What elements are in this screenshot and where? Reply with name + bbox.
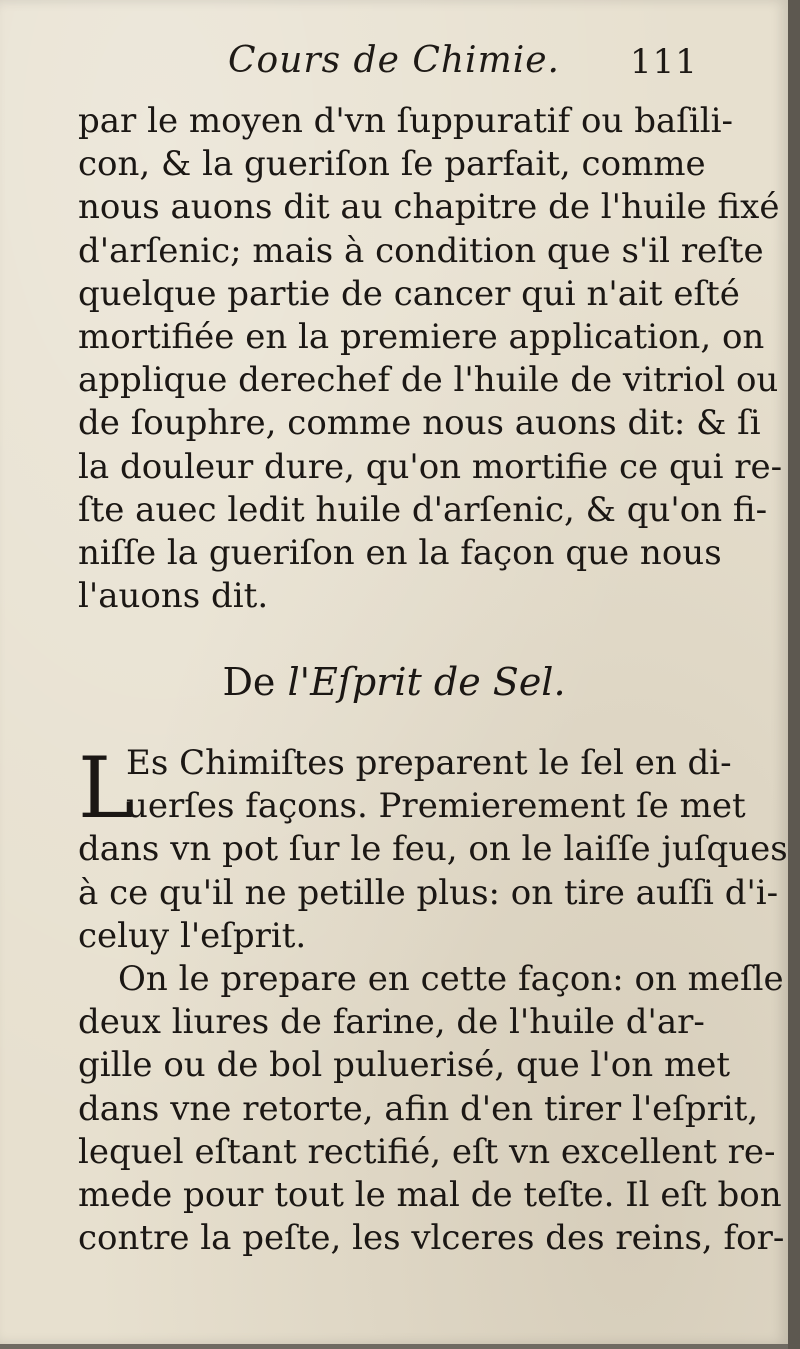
text-line: uerſes façons. Premierement ſe met bbox=[126, 786, 746, 827]
page-number: 111 bbox=[630, 42, 698, 82]
text-line: mede pour tout le mal de teſte. Il eſt bon bbox=[78, 1175, 782, 1216]
text-line: Es Chimiſtes preparent le ſel en di- bbox=[126, 743, 732, 783]
text-line: à ce qu'il ne petille plus: on tire auſſi d'i- bbox=[78, 872, 779, 913]
text-line: applique derechef de l'huile de vitriol ou bbox=[78, 360, 779, 401]
text-line: la douleur dure, qu'on mortifie ce qui re- bbox=[78, 446, 783, 487]
page-edge-shadow bbox=[788, 0, 800, 1349]
text-line: d'arſenic; mais à condition que s'il reſte bbox=[78, 230, 764, 271]
text-line: nous auons dit au chapitre de l'huile fixé bbox=[78, 187, 780, 228]
text-line: quelque partie de cancer qui n'ait eſté bbox=[78, 273, 740, 314]
text-line: l'auons dit. bbox=[78, 576, 269, 617]
text-line: mortifiée en la premiere application, on bbox=[78, 317, 765, 358]
paragraph-continued bbox=[78, 100, 783, 618]
paragraph-preparation bbox=[78, 958, 785, 1260]
text-line: celuy l'eſprit. bbox=[78, 915, 307, 956]
drop-cap: L bbox=[78, 739, 134, 837]
text-line: lequel eſtant rectifié, eſt vn excellent re- bbox=[78, 1131, 776, 1172]
paragraph-intro bbox=[78, 739, 788, 958]
section-title-italic: l'Eſprit de Sel. bbox=[287, 660, 566, 704]
text-line: dans vn pot ſur le feu, on le laiſſe juſques bbox=[78, 829, 788, 870]
section-title-prefix: De bbox=[222, 660, 288, 704]
text-line: contre la peſte, les vlceres des reins, for- bbox=[78, 1218, 785, 1259]
running-title: Cours de Chimie. bbox=[228, 40, 560, 81]
text-line: gille ou de bol puluerisé, que l'on met bbox=[78, 1045, 730, 1086]
text-line: par le moyen d'vn ſuppuratif ou baſili- bbox=[78, 101, 733, 141]
section-title bbox=[0, 660, 788, 704]
text-line: con, & la gueriſon ſe parfait, comme bbox=[78, 144, 706, 185]
text-line: On le prepare en cette façon: on meſle bbox=[118, 959, 784, 999]
text-line: niſſe la gueriſon en la façon que nous bbox=[78, 533, 722, 574]
text-line: ſte auec ledit huile d'arſenic, & qu'on fi- bbox=[78, 489, 768, 530]
text-line: dans vne retorte, afin d'en tirer l'eſprit, bbox=[78, 1088, 759, 1129]
text-line: de ſouphre, comme nous auons dit: & ſi bbox=[78, 403, 761, 444]
text-line: deux liures de farine, de l'huile d'ar- bbox=[78, 1002, 705, 1043]
